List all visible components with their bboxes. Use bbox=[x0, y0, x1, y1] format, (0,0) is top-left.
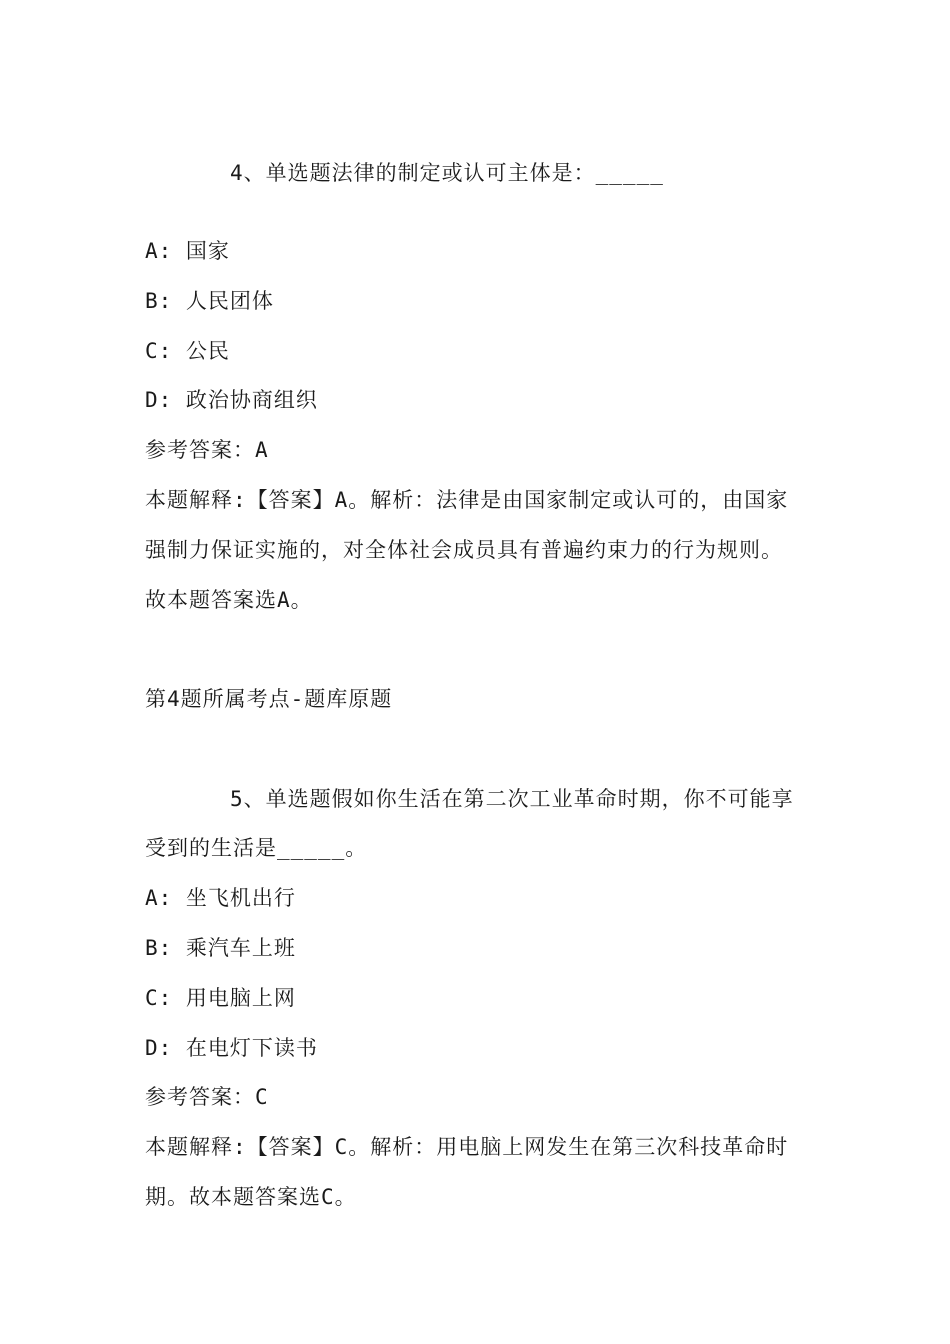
question-5-answer: 参考答案：C bbox=[145, 1085, 269, 1109]
question-4-stem: 4、单选题法律的制定或认可主体是：_____ bbox=[230, 161, 664, 185]
question-5-explanation-line: 期。故本题答案选C。 bbox=[145, 1185, 357, 1209]
question-4-option-b: B: 人民团体 bbox=[145, 289, 274, 313]
question-5-stem-line: 5、单选题假如你生活在第二次工业革命时期，你不可能享 bbox=[230, 787, 794, 811]
question-4-topic: 第4题所属考点-题库原题 bbox=[145, 687, 393, 711]
question-5-option-c: C: 用电脑上网 bbox=[145, 986, 296, 1010]
question-5-option-b: B: 乘汽车上班 bbox=[145, 936, 296, 960]
question-4-explanation-line: 强制力保证实施的，对全体社会成员具有普遍约束力的行为规则。 bbox=[145, 538, 783, 562]
question-4-option-c: C: 公民 bbox=[145, 339, 230, 363]
question-4-option-d: D: 政治协商组织 bbox=[145, 388, 318, 412]
question-4-explanation-line: 本题解释:【答案】A。解析：法律是由国家制定或认可的，由国家 bbox=[145, 488, 789, 512]
question-4-explanation-line: 故本题答案选A。 bbox=[145, 588, 313, 612]
question-5-option-d: D: 在电灯下读书 bbox=[145, 1036, 318, 1060]
question-5-stem-line: 受到的生活是_____。 bbox=[145, 836, 368, 860]
question-5-explanation-line: 本题解释:【答案】C。解析：用电脑上网发生在第三次科技革命时 bbox=[145, 1135, 789, 1159]
question-4-option-a: A: 国家 bbox=[145, 239, 230, 263]
question-5-option-a: A: 坐飞机出行 bbox=[145, 886, 296, 910]
question-4-answer: 参考答案：A bbox=[145, 438, 269, 462]
